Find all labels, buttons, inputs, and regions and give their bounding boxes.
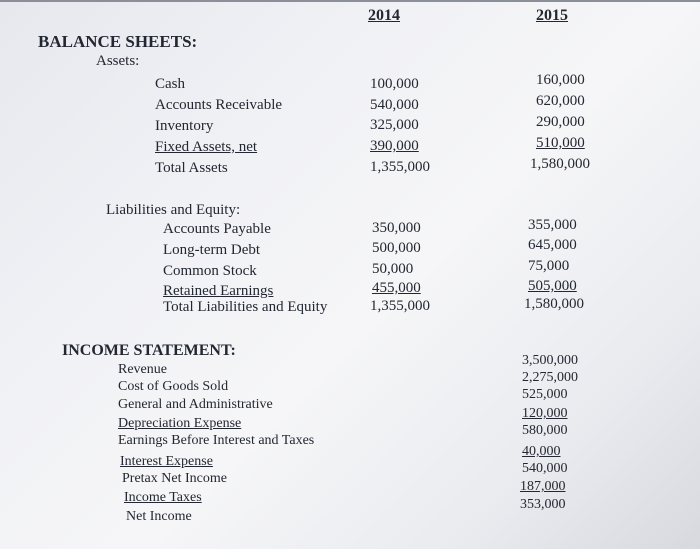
is-net-income-value: 353,000 [520, 497, 566, 512]
liab-label-total: Total Liabilities and Equity [163, 299, 328, 315]
is-label-net-income: Net Income [126, 509, 192, 524]
top-border [0, 0, 700, 2]
is-taxes-value: 187,000 [520, 479, 566, 494]
is-cogs-value: 2,275,000 [522, 370, 578, 385]
asset-label-inventory: Inventory [155, 118, 214, 134]
liab-label-long-term-debt: Long-term Debt [163, 242, 261, 258]
liab-cs-2014: 50,000 [372, 261, 414, 277]
liabilities-heading: Liabilities and Equity: [106, 202, 241, 218]
is-ga-value: 525,000 [522, 387, 568, 402]
liab-cs-2015: 75,000 [528, 258, 570, 274]
asset-total-2015: 1,580,000 [530, 156, 590, 172]
asset-fixed-2015: 510,000 [536, 135, 585, 151]
is-label-depreciation: Depreciation Expense [118, 416, 242, 431]
asset-label-cash: Cash [155, 76, 185, 92]
is-label-revenue: Revenue [118, 362, 167, 377]
liab-total-2015: 1,580,000 [524, 296, 584, 312]
is-label-ga: General and Administrative [118, 397, 273, 412]
is-depreciation-value: 120,000 [522, 406, 568, 421]
liab-label-accounts-payable: Accounts Payable [163, 221, 271, 237]
liab-ap-2015: 355,000 [528, 217, 577, 233]
liab-re-2015: 505,000 [528, 278, 577, 294]
is-pretax-value: 540,000 [522, 461, 568, 476]
asset-label-accounts-receivable: Accounts Receivable [155, 97, 283, 113]
year-header-2014: 2014 [368, 7, 400, 24]
asset-inventory-2015: 290,000 [536, 114, 585, 130]
is-label-taxes: Income Taxes [124, 490, 202, 505]
balance-sheets-title: BALANCE SHEETS: [38, 32, 198, 51]
liab-re-2014: 455,000 [372, 280, 421, 296]
is-label-pretax: Pretax Net Income [122, 471, 227, 486]
liab-total-2014: 1,355,000 [370, 298, 430, 314]
is-label-ebit: Earnings Before Interest and Taxes [118, 433, 315, 448]
is-revenue-value: 3,500,000 [522, 353, 578, 368]
liab-ltd-2015: 645,000 [528, 237, 577, 253]
is-label-interest: Interest Expense [120, 454, 213, 469]
asset-inventory-2014: 325,000 [370, 117, 419, 133]
assets-heading: Assets: [96, 53, 140, 69]
asset-fixed-2014: 390,000 [370, 138, 419, 154]
asset-ar-2014: 540,000 [370, 97, 419, 113]
liab-ltd-2014: 500,000 [372, 240, 421, 256]
asset-ar-2015: 620,000 [536, 93, 585, 109]
is-label-cogs: Cost of Goods Sold [118, 379, 229, 394]
is-ebit-value: 580,000 [522, 423, 568, 438]
asset-label-fixed-assets: Fixed Assets, net [155, 139, 258, 155]
asset-total-2014: 1,355,000 [370, 159, 430, 175]
asset-cash-2015: 160,000 [536, 72, 585, 88]
liab-label-common-stock: Common Stock [163, 263, 257, 279]
liab-label-retained-earnings: Retained Earnings [163, 283, 274, 299]
liab-ap-2014: 350,000 [372, 220, 421, 236]
income-statement-title: INCOME STATEMENT: [62, 342, 236, 359]
asset-cash-2014: 100,000 [370, 76, 419, 92]
is-interest-value: 40,000 [522, 444, 561, 459]
year-header-2015: 2015 [536, 7, 568, 24]
asset-label-total-assets: Total Assets [155, 160, 228, 176]
